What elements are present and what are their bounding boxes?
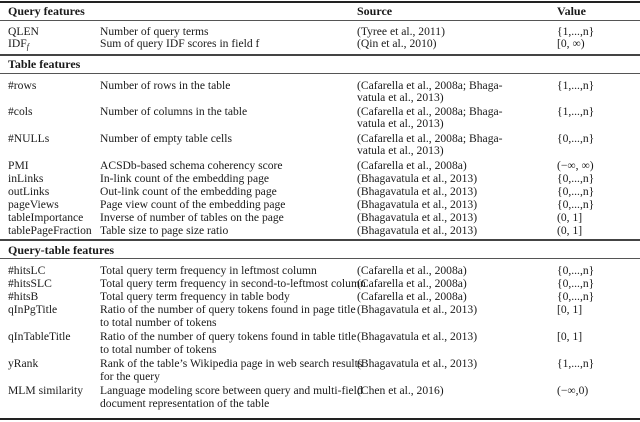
feature-name: PMI — [8, 159, 29, 172]
feature-name: #hitsSLC — [8, 277, 52, 290]
feature-description: Table size to page size ratio — [100, 224, 229, 237]
feature-value: (−∞, ∞) — [557, 159, 594, 172]
feature-description: Language modeling score between query and multi-field — [100, 384, 363, 397]
feature-source: (Cafarella et al., 2008a; Bhaga- — [357, 79, 503, 92]
feature-name: QLEN — [8, 25, 39, 38]
feature-name: #rows — [8, 79, 37, 92]
feature-source: vatula et al., 2013) — [357, 91, 444, 104]
feature-description: document representation of the table — [100, 397, 270, 410]
feature-source: (Bhagavatula et al., 2013) — [357, 224, 478, 237]
feature-description: Out-link count of the embedding page — [100, 185, 277, 198]
feature-value: (−∞,0) — [557, 384, 589, 397]
feature-value: {0,...,n} — [557, 290, 595, 303]
feature-value: {0,...,n} — [557, 198, 595, 211]
feature-name: outLinks — [8, 185, 50, 198]
feature-value: {1,...,n} — [557, 25, 595, 38]
feature-name: #NULLs — [8, 132, 50, 145]
top-rule — [0, 1, 640, 3]
feature-description: ACSDb-based schema coherency score — [100, 159, 283, 172]
feature-name: qInTableTitle — [8, 330, 71, 343]
feature-value: {0,...,n} — [557, 185, 595, 198]
feature-value: [0, 1] — [557, 303, 583, 316]
feature-source: (Cafarella et al., 2008a) — [357, 290, 467, 303]
feature-name: tablePageFraction — [8, 224, 92, 237]
feature-source: vatula et al., 2013) — [357, 144, 444, 157]
feature-source: (Qin et al., 2010) — [357, 37, 437, 50]
section-title-rule — [0, 73, 640, 74]
feature-source: vatula et al., 2013) — [357, 117, 444, 130]
section-title-rule — [0, 258, 640, 259]
feature-name: inLinks — [8, 172, 44, 185]
feature-name: #hitsB — [8, 290, 39, 303]
feature-source: (Cafarella et al., 2008a) — [357, 277, 467, 290]
section-rule — [0, 239, 640, 241]
feature-value: {1,...,n} — [557, 105, 595, 118]
feature-name: #cols — [8, 105, 33, 118]
feature-description: Number of query terms — [100, 25, 209, 38]
feature-description: Ratio of the number of query tokens found in page title — [100, 303, 356, 316]
feature-value: (0, 1] — [557, 211, 583, 224]
feature-name: #hitsLC — [8, 264, 46, 277]
feature-source: (Cafarella et al., 2008a; Bhaga- — [357, 132, 503, 145]
feature-source: (Bhagavatula et al., 2013) — [357, 198, 478, 211]
section-rule — [0, 54, 640, 56]
feature-name: qInPgTitle — [8, 303, 58, 316]
feature-description: Inverse of number of tables on the page — [100, 211, 284, 224]
feature-description: for the query — [100, 370, 160, 383]
feature-description: In-link count of the embedding page — [100, 172, 270, 185]
feature-value: {0,...,n} — [557, 277, 595, 290]
feature-name: yRank — [8, 357, 39, 370]
feature-description: Rank of the table’s Wikipedia page in web search results — [100, 357, 363, 370]
feature-source: (Bhagavatula et al., 2013) — [357, 185, 478, 198]
header-value: Value — [557, 4, 586, 18]
feature-description: Number of rows in the table — [100, 79, 231, 92]
feature-source: (Cafarella et al., 2008a; Bhaga- — [357, 105, 503, 118]
header-query-features: Query features — [8, 4, 85, 18]
feature-value: [0, 1] — [557, 330, 583, 343]
header-rule — [0, 20, 640, 21]
feature-description: to total number of tokens — [100, 316, 217, 329]
header-source: Source — [357, 4, 393, 18]
feature-description: to total number of tokens — [100, 343, 217, 356]
feature-source: (Bhagavatula et al., 2013) — [357, 172, 478, 185]
feature-description: Total query term frequency in leftmost column — [100, 264, 317, 277]
feature-value: (0, 1] — [557, 224, 583, 237]
feature-value: {0,...,n} — [557, 132, 595, 145]
feature-source: (Tyree et al., 2011) — [357, 25, 445, 38]
feature-description: Sum of query IDF scores in field f — [100, 37, 260, 50]
feature-source: (Cafarella et al., 2008a) — [357, 264, 467, 277]
feature-name: MLM similarity — [8, 384, 84, 397]
feature-description: Page view count of the embedding page — [100, 198, 286, 211]
feature-description: Number of columns in the table — [100, 105, 248, 118]
feature-source: (Cafarella et al., 2008a) — [357, 159, 467, 172]
feature-value: {0,...,n} — [557, 264, 595, 277]
feature-value: {1,...,n} — [557, 357, 595, 370]
feature-source: (Bhagavatula et al., 2013) — [357, 357, 478, 370]
feature-source: (Chen et al., 2016) — [357, 384, 444, 397]
bottom-rule — [0, 418, 640, 420]
feature-name: tableImportance — [8, 211, 84, 224]
feature-description: Number of empty table cells — [100, 132, 232, 145]
feature-value: [0, ∞) — [557, 37, 585, 50]
feature-source: (Bhagavatula et al., 2013) — [357, 211, 478, 224]
feature-name: pageViews — [8, 198, 59, 211]
feature-description: Total query term frequency in table body — [100, 290, 290, 303]
feature-value: {1,...,n} — [557, 79, 595, 92]
feature-value: {0,...,n} — [557, 172, 595, 185]
feature-source: (Bhagavatula et al., 2013) — [357, 330, 478, 343]
feature-source: (Bhagavatula et al., 2013) — [357, 303, 478, 316]
feature-name: $IDF_f$ — [8, 37, 29, 51]
feature-description: Ratio of the number of query tokens found in table title — [100, 330, 357, 343]
feature-description: Total query term frequency in second-to-leftmost column — [100, 277, 366, 290]
